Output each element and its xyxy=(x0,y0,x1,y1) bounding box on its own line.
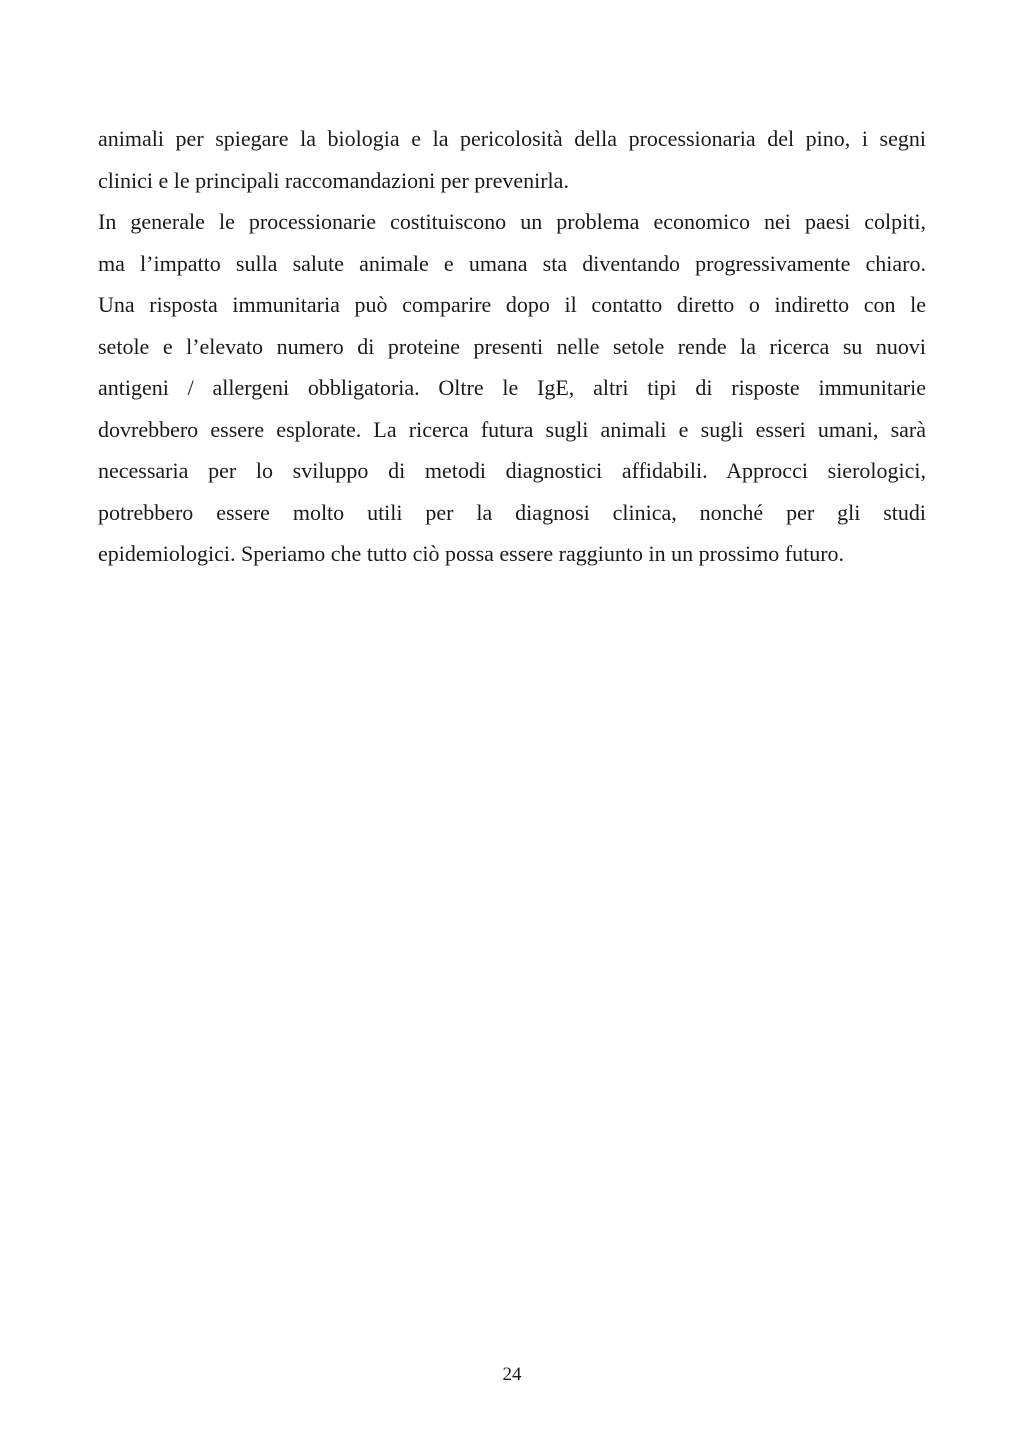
text-line: potrebbero essere molto utili per la diagnosi clinica, nonché per gli studi xyxy=(98,499,926,525)
page-number: 24 xyxy=(502,1364,522,1385)
text-line: necessaria per lo sviluppo di metodi diagnostici affidabili. Approcci sierologici, xyxy=(98,458,926,483)
text-line: epidemiologici. Speriamo che tutto ciò possa essere raggiunto in un prossimo futuro. xyxy=(98,541,845,566)
text-line: animali per spiegare la biologia e la pericolosità della processionaria del pino, i segni xyxy=(98,126,926,151)
text-line: dovrebbero essere esplorate. La ricerca futura sugli animali e sugli esseri umani, sarà xyxy=(98,416,926,442)
text-line: antigeni / allergeni obbligatoria. Oltre le IgE, altri tipi di risposte immunitarie xyxy=(98,375,926,400)
text-line: Una risposta immunitaria può comparire dopo il contatto diretto o indiretto con le xyxy=(98,292,926,317)
text-line: ma l’impatto sulla salute animale e umana sta diventando progressivamente chiaro. xyxy=(98,250,926,276)
text-line: clinici e le principali raccomandazioni per prevenirla. xyxy=(98,167,569,193)
text-line: setole e l’elevato numero di proteine presenti nelle setole rende la ricerca su nuovi xyxy=(98,333,926,359)
body-text xyxy=(98,118,926,575)
text-line: In generale le processionarie costituiscono un problema economico nei paesi colpiti, xyxy=(98,209,926,234)
